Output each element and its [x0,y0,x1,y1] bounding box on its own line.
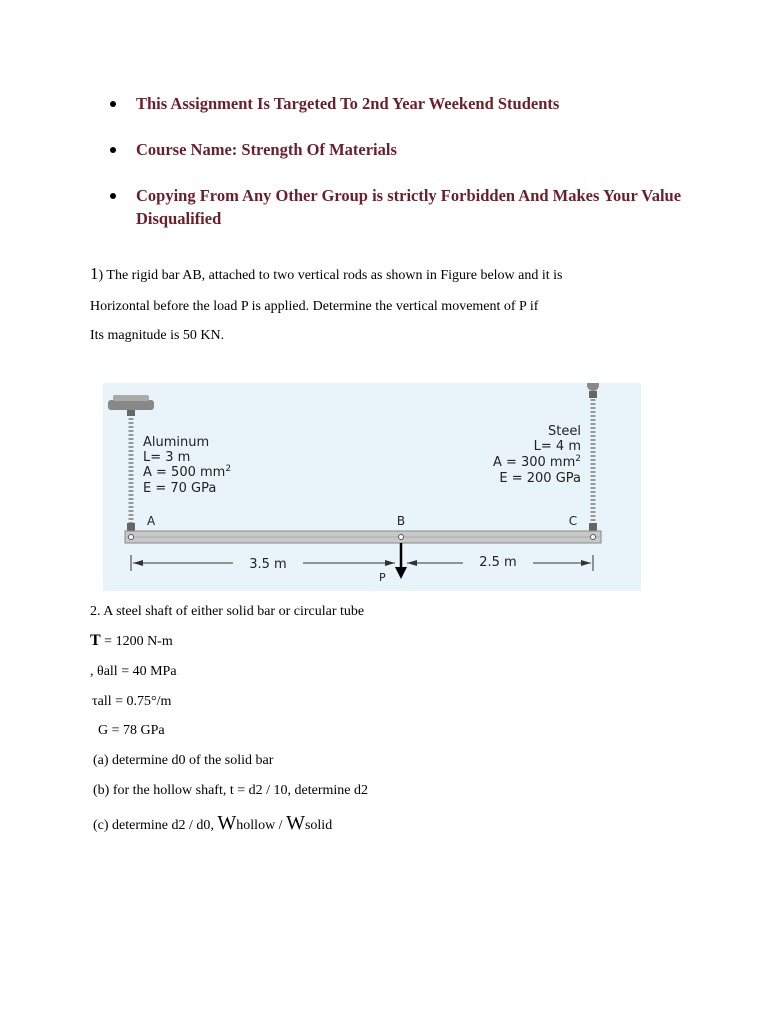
dim-arrow-mid-left [385,560,395,566]
load-arrow-head [395,567,407,579]
torque-symbol: T [90,632,101,649]
dim-arrow-right [581,560,591,566]
pin-c [591,535,596,540]
question2-part-b: (b) for the hollow shaft, t = d2 / 10, determine d2 [93,783,369,798]
bullet-target-students [110,92,710,115]
bullet-text: Course Name: Strength Of Materials [136,140,397,159]
dim-left-label: 3.5 m [249,557,287,572]
question2-g: G = 78 GPa [98,723,165,738]
question2-part-c [93,814,332,835]
aluminum-area [143,464,231,480]
question1-line2: Horizontal before the load P is applied. Determine the vertical movement of P if [90,299,539,314]
aluminum-rod-top-cap [127,410,135,416]
aluminum-length: L= 3 m [143,450,191,465]
pin-a [129,535,134,540]
aluminum-area-sup: 2 [225,464,232,474]
steel-area-text: A = 300 mm [492,455,576,470]
steel-rod-top-cap [589,391,597,398]
bullet-dot [110,193,116,199]
aluminum-label: Aluminum [143,435,210,450]
left-support-top [113,395,149,401]
question1-line1 [90,265,562,285]
bullet-copying-warning [110,184,710,230]
steel-length: L= 4 m [533,439,581,454]
w-symbol-hollow: W [217,812,237,834]
aluminum-rod-bottom-cap [127,523,135,531]
solid-label: solid [304,818,333,833]
question1-line3: Its magnitude is 50 KN. [90,328,225,343]
bullet-text: This Assignment Is Targeted To 2nd Year Weekend Students [136,94,560,113]
left-support [108,400,154,410]
rigid-bar-figure [103,383,641,591]
steel-area-sup: 2 [575,454,581,464]
question2-torque [90,632,173,651]
figure-svg [103,383,641,591]
question1-text: ) The rigid bar AB, attached to two vertical rods as shown in Figure below and it is [98,268,563,283]
bullet-course-name [110,138,710,161]
steel-area [493,454,581,470]
pin-b [399,535,404,540]
question2-tau: τall = 0.75°/m [92,694,172,709]
dim-arrow-left [133,560,143,566]
part-c-prefix: (c) determine d2 / d0, [93,818,218,833]
dim-arrow-mid-right [407,560,417,566]
right-support [587,383,599,391]
question1-number: 1 [90,264,99,283]
label-b: B [396,514,406,528]
label-c: C [568,514,578,528]
steel-rod-bottom-cap [589,523,597,531]
question2-theta: , θall = 40 MPa [90,664,177,679]
load-label: P [379,571,386,584]
dim-right-label: 2.5 m [479,555,517,570]
bullet-list [110,92,710,253]
steel-label: Steel [548,424,581,439]
torque-value: = 1200 N-m [100,634,173,649]
bullet-dot [110,101,116,107]
w-symbol-solid: W [286,812,305,834]
bullet-text: Copying From Any Other Group is strictly Forbidden And Makes Your Value Disqualified [136,186,682,228]
question2-part-a: (a) determine d0 of the solid bar [93,753,274,768]
bullet-dot [110,147,116,153]
label-a: A [147,514,156,528]
question2-title: 2. A steel shaft of either solid bar or circular tube [90,604,365,619]
hollow-label: hollow / [236,818,287,833]
aluminum-modulus: E = 70 GPa [143,481,217,496]
steel-modulus: E = 200 GPa [499,471,581,486]
aluminum-area-text: A = 500 mm [143,465,226,480]
